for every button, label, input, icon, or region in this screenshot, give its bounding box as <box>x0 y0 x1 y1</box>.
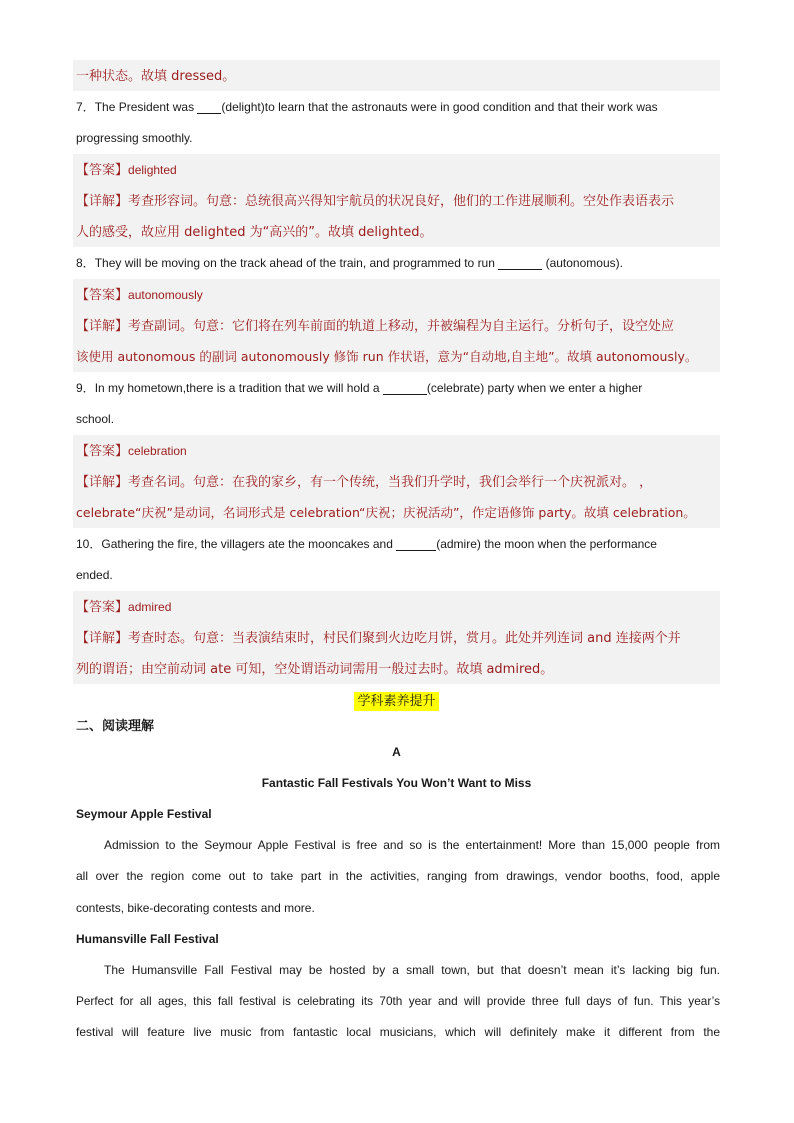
section2-paragraph-line3: festival will feature live music from fantastic local musicians, which will definitely make it different from the <box>76 1025 720 1039</box>
q10-question-line1: 10．Gathering the fire, the villagers ate the mooncakes and (admire) the moon when the performance <box>76 537 657 551</box>
section2-paragraph-line2: Perfect for all ages, this fall festival is celebrating its 70th year and will provide three full days of fun. This year’s <box>76 994 720 1008</box>
section1-paragraph-line2: all over the region come out to take part in the activities, ranging from drawings, vendor booths, food, apple <box>76 869 720 883</box>
section1-heading: Seymour Apple Festival <box>76 807 212 821</box>
q10-explanation-line1: 【详解】考查时态。句意：当表演结束时，村民们聚到火边吃月饼，赏月。此处并列连词 and 连接两个并 <box>73 622 720 653</box>
q8-explanation-line1: 【详解】考查副词。句意：它们将在列车前面的轨道上移动，并被编程为自主运行。分析句子，设空处应 <box>73 310 720 341</box>
q10-question-line2: ended. <box>76 568 113 582</box>
q6-explanation-end: 一种状态。故填 dressed。 <box>73 60 720 91</box>
fill-blank[interactable] <box>396 536 436 551</box>
section-banner: 学科素养提升 <box>73 685 720 716</box>
q9-answer: 【答案】celebration <box>73 435 720 466</box>
q7-question-line1: 7．The President was (delight)to learn that the astronauts were in good condition and that their work was <box>76 100 658 114</box>
q9-question-line2: school. <box>76 412 115 426</box>
q8-explanation-line2: 该使用 autonomous 的副词 autonomously 修饰 run 作状语，意为“自动地,自主地”。故填 autonomously。 <box>73 341 720 372</box>
q7-explanation-line2: 人的感受，故应用 delighted 为“高兴的”。故填 delighted。 <box>73 216 720 247</box>
q7-answer: 【答案】delighted <box>73 154 720 185</box>
section1-paragraph-line1: Admission to the Seymour Apple Festival is free and so is the entertainment! More than 15,000 people from <box>104 838 720 852</box>
section1-paragraph-line3: contests, bike-decorating contests and more. <box>76 901 315 915</box>
q10-answer: 【答案】admired <box>73 591 720 622</box>
fill-blank[interactable] <box>498 255 542 270</box>
fill-blank[interactable] <box>383 380 427 395</box>
fill-blank[interactable] <box>197 99 221 114</box>
q8-answer: 【答案】autonomously <box>73 279 720 310</box>
passage-title: Fantastic Fall Festivals You Won’t Want to Miss <box>261 776 532 790</box>
q9-explanation-line1: 【详解】考查名词。句意：在我的家乡，有一个传统，当我们升学时，我们会举行一个庆祝派对。 ， <box>73 466 720 497</box>
q10-explanation-line2: 列的谓语；由空前动词 ate 可知，空处谓语动词需用一般过去时。故填 admired。 <box>73 653 720 684</box>
q8-question-line1: 8．They will be moving on the track ahead of the train, and programmed to run (autonomous). <box>76 256 623 270</box>
section-heading: 二、阅读理解 <box>76 719 155 734</box>
q9-explanation-line2: celebrate“庆祝”是动词，名词形式是 celebration“庆祝；庆祝活动”，作定语修饰 party。故填 celebration。 <box>73 497 720 528</box>
q7-explanation-line1: 【详解】考查形容词。句意：总统很高兴得知宇航员的状况良好，他们的工作进展顺利。空处作表语表示 <box>73 185 720 216</box>
section2-heading: Humansville Fall Festival <box>76 932 219 946</box>
section2-paragraph-line1: The Humansville Fall Festival may be hosted by a small town, but that doesn’t mean it’s lacking big fun. <box>104 963 720 977</box>
q7-question-line2: progressing smoothly. <box>76 131 193 145</box>
passage-label: A <box>392 745 401 759</box>
q9-question-line1: 9．In my hometown,there is a tradition that we will hold a (celebrate) party when we enter a higher <box>76 381 643 395</box>
